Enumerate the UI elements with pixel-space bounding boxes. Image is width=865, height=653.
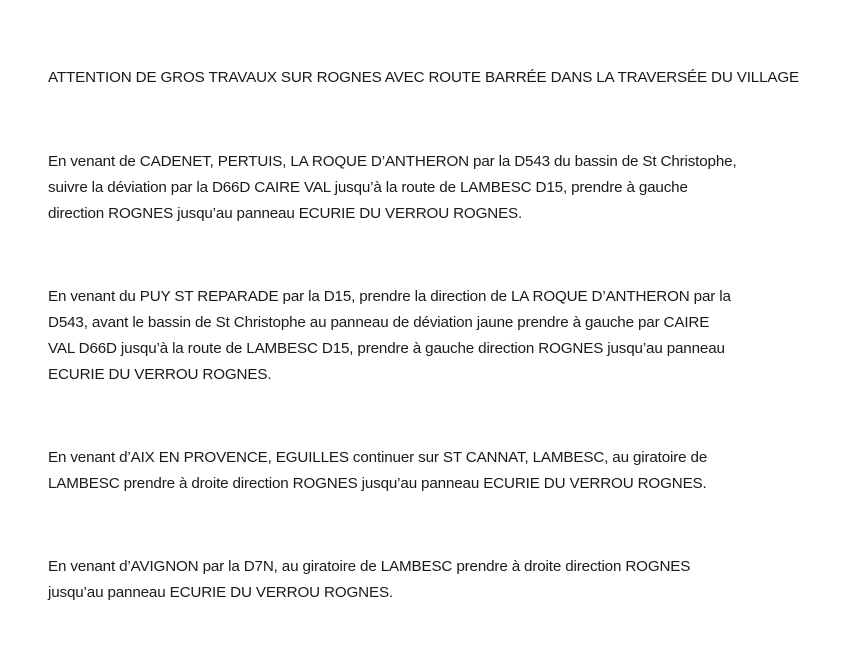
- document-heading: ATTENTION DE GROS TRAVAUX SUR ROGNES AVEC ROUTE BARRÉE DANS LA TRAVERSÉE DU VILLAGE: [48, 69, 800, 86]
- paragraph-line: En venant d’AIX EN PROVENCE, EGUILLES continuer sur ST CANNAT, LAMBESC, au giratoire de: [48, 449, 708, 466]
- paragraph-line: En venant de CADENET, PERTUIS, LA ROQUE D’ANTHERON par la D543 du bassin de St Christophe,: [48, 153, 737, 170]
- paragraph-line: jusqu’au panneau ECURIE DU VERROU ROGNES.: [48, 584, 393, 601]
- paragraph-line: En venant du PUY ST REPARADE par la D15, prendre la direction de LA ROQUE D’ANTHERON par la: [48, 288, 731, 305]
- paragraph-line: En venant d’AVIGNON par la D7N, au giratoire de LAMBESC prendre à droite direction ROGNES: [48, 558, 691, 575]
- paragraph-line: ECURIE DU VERROU ROGNES.: [48, 366, 272, 383]
- paragraph-line: VAL D66D jusqu’à la route de LAMBESC D15, prendre à gauche direction ROGNES jusqu’au panneau: [48, 340, 725, 357]
- paragraph-line: D543, avant le bassin de St Christophe au panneau de déviation jaune prendre à gauche par CAIRE: [48, 314, 710, 331]
- paragraph-line: suivre la déviation par la D66D CAIRE VAL jusqu’à la route de LAMBESC D15, prendre à gauche: [48, 179, 688, 196]
- paragraph-line: direction ROGNES jusqu’au panneau ECURIE DU VERROU ROGNES.: [48, 205, 523, 222]
- paragraph-line: LAMBESC prendre à droite direction ROGNES jusqu’au panneau ECURIE DU VERROU ROGNES.: [48, 475, 707, 492]
